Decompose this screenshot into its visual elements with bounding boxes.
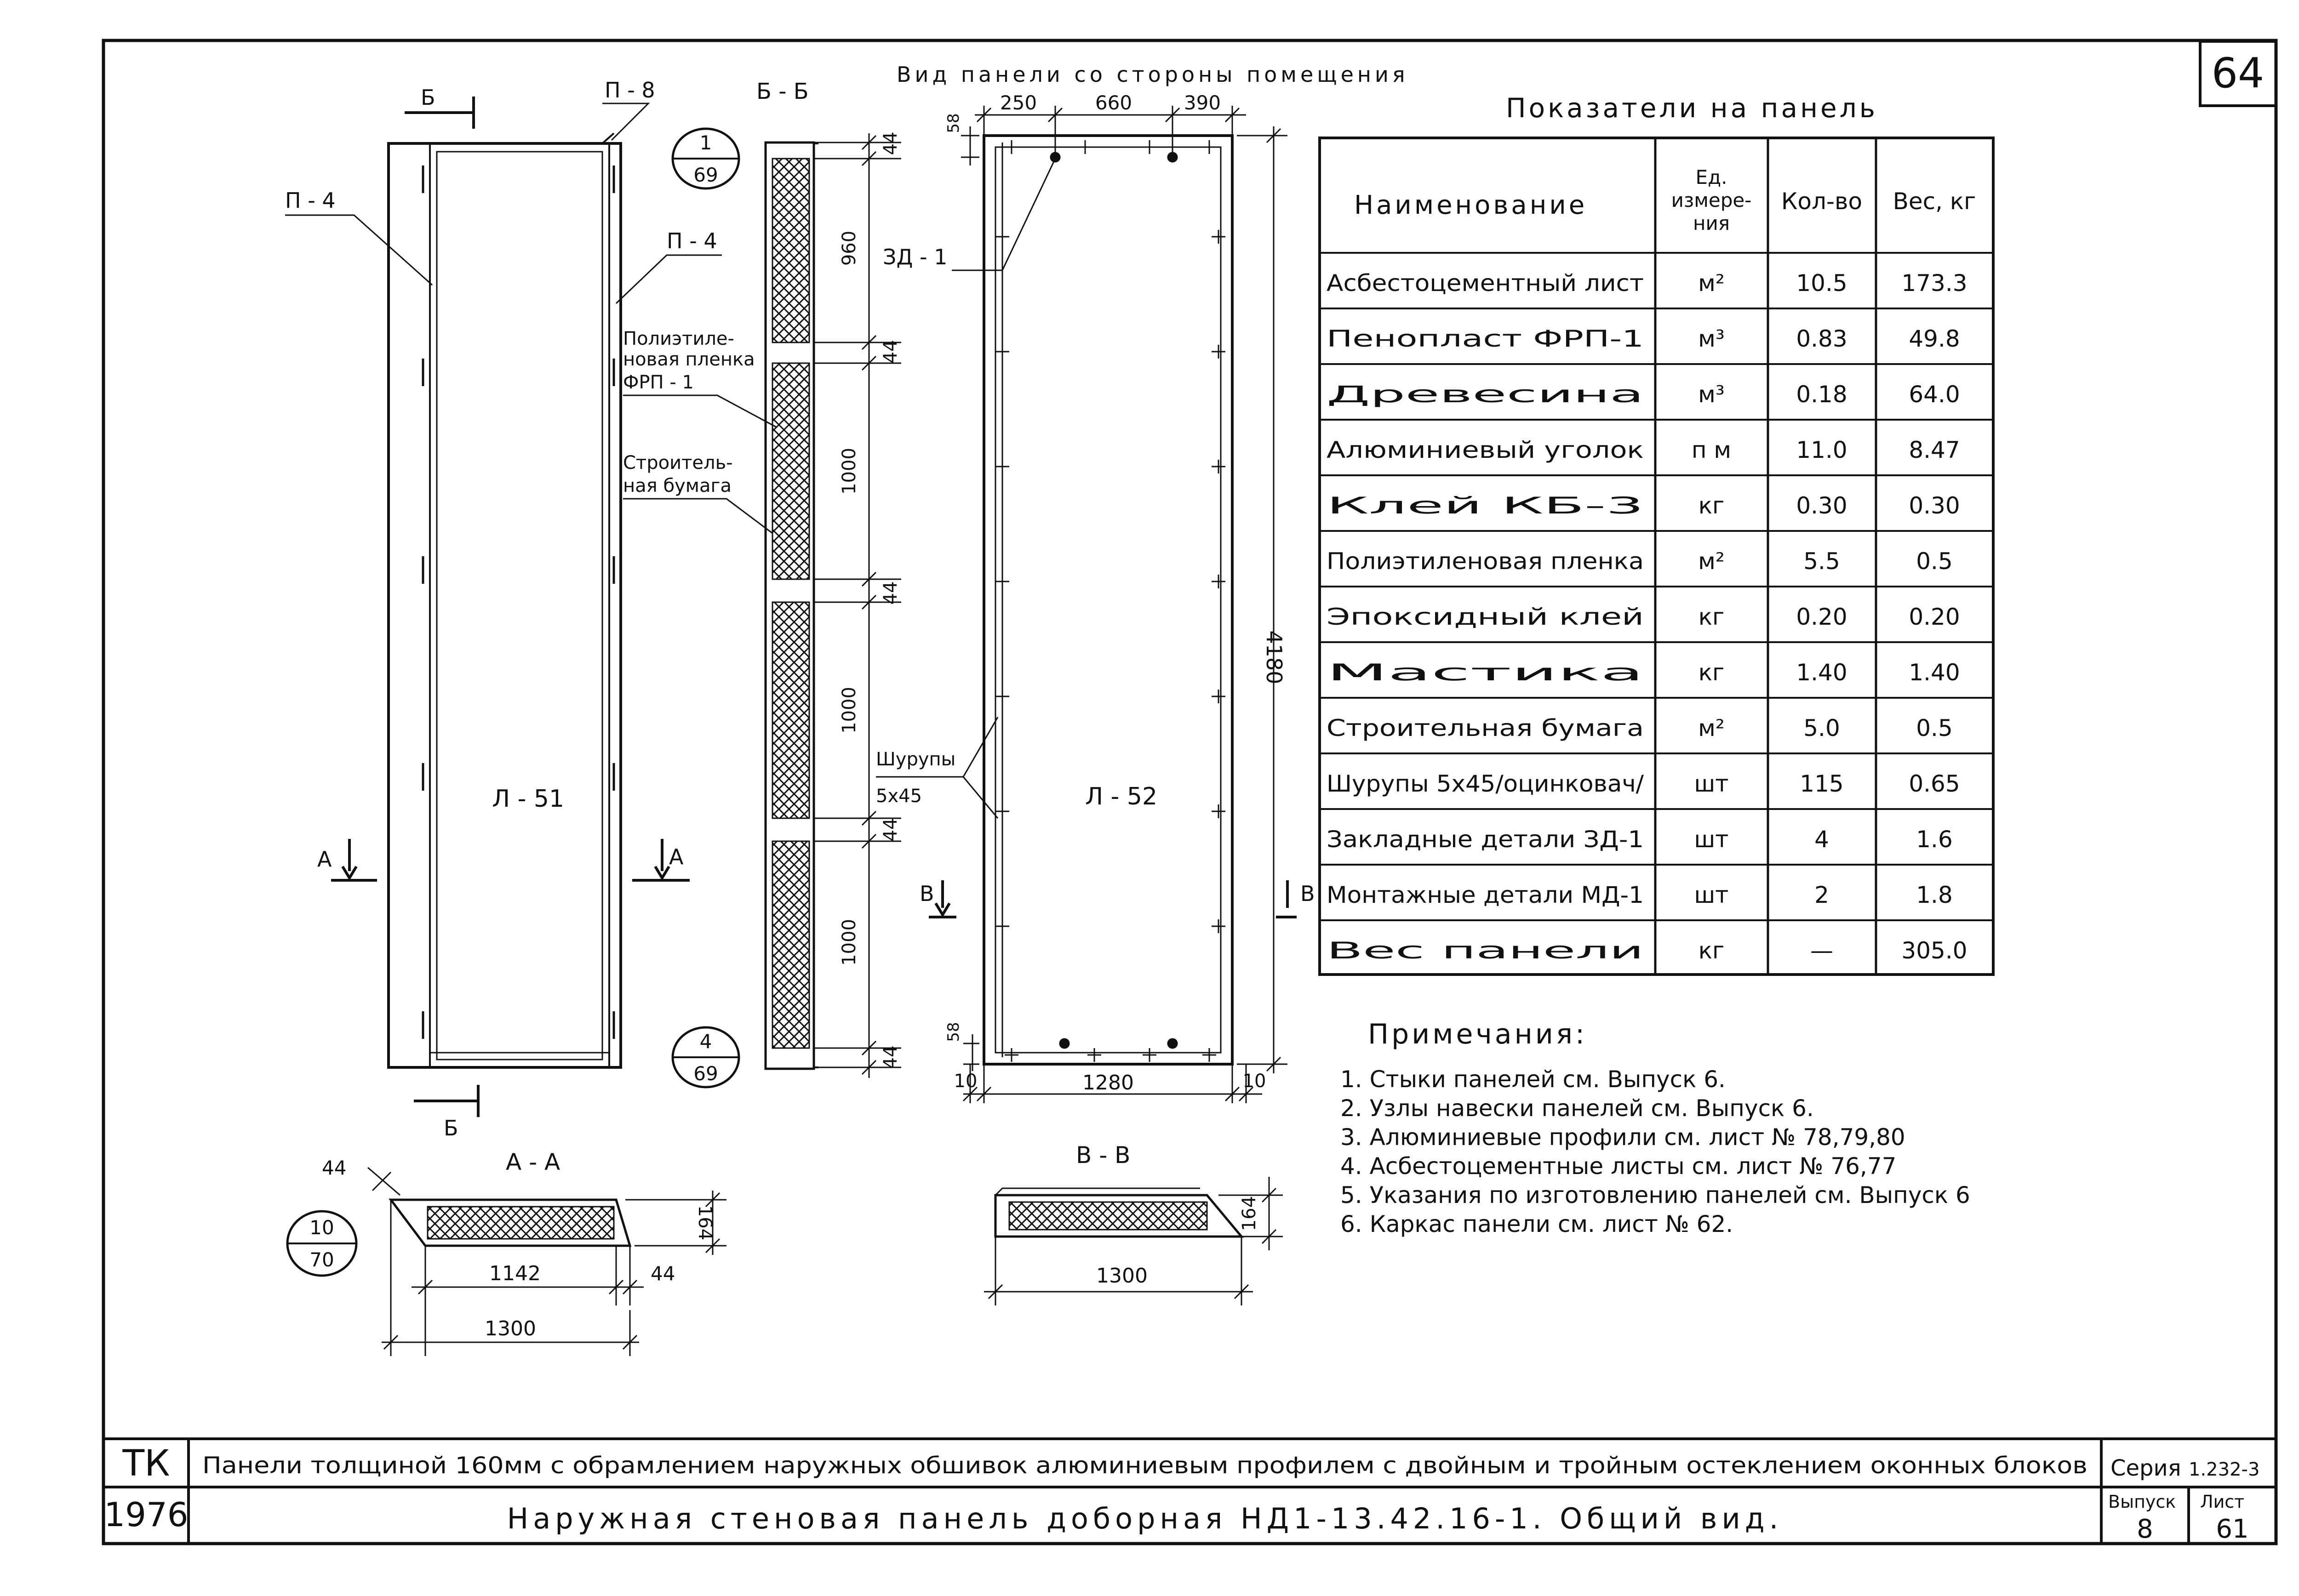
table-cell-weight: 0.5 [1916,548,1953,575]
dim-vv-1300: 1300 [1096,1264,1148,1288]
cut-mark-a-left-label: А [317,847,332,872]
cut-mark-a-right-label: А [669,844,684,869]
title-block-tk: ТК [122,1443,170,1484]
svg-text:Полиэтиле-: Полиэтиле- [623,328,734,349]
table-title: Показатели на панель [1506,92,1878,124]
table-cell-unit: кг [1698,659,1725,686]
svg-text:69: 69 [693,1062,718,1085]
materials-table [1320,138,1993,975]
table-cell-weight: 1.40 [1909,659,1960,686]
svg-text:новая пленка: новая пленка [623,349,755,370]
dim-bottom-1280: 1280 [1082,1071,1134,1094]
table-cell-name: Монтажные детали МД-1 [1327,882,1644,908]
table-cell-unit: шт [1694,882,1729,908]
table-row [1327,659,1960,686]
table-cell-unit: м² [1698,715,1725,741]
dim-aa-164: 164 [694,1205,715,1241]
cut-mark-b-top [405,97,474,129]
svg-text:44: 44 [880,581,901,605]
dim-aa-44-top: 44 [322,1157,347,1179]
dim-bottom-10-left: 10 [954,1071,978,1092]
svg-text:ФРП - 1: ФРП - 1 [623,372,694,393]
cut-mark-b-bottom [414,1085,478,1117]
section-bb [766,142,818,1069]
svg-text:ная бумага: ная бумага [623,475,732,496]
table-row [1327,548,1953,575]
label-p4-right: П - 4 [667,228,717,253]
label-l51: Л - 51 [492,785,565,813]
section-vv [995,1188,1241,1237]
table-cell-qty: 0.83 [1796,325,1847,352]
sheet-number: 64 [2211,49,2265,97]
table-cell-weight: 49.8 [1909,325,1960,352]
table-cell-name: Закладные детали ЗД-1 [1327,826,1644,853]
table-cell-weight: 64.0 [1909,381,1960,408]
table-row [1327,604,1960,630]
table-cell-qty: 5.0 [1803,715,1840,741]
note-item: 3. Алюминиевые профили см. лист № 78,79,80 [1340,1124,1905,1151]
svg-text:44: 44 [880,131,901,155]
table-row [1327,492,1960,519]
table-cell-qty: 0.18 [1796,381,1847,408]
table-cell-qty: 1.40 [1796,659,1847,686]
table-cell-unit: кг [1698,937,1725,964]
title-block-sheet-value: 61 [2216,1514,2249,1544]
table-cell-unit: шт [1694,770,1729,797]
title-block-line2: Наружная стеновая панель доборная НД1-13.42.16-1. Общий вид. [507,1502,1783,1535]
note-item: 5. Указания по изготовлению панелей см. Выпуск 6 [1340,1182,1970,1208]
table-cell-qty: 115 [1800,770,1844,797]
cut-mark-v-right-label: В [1300,881,1315,906]
title-block-line1: Панели толщиной 160мм с обрамлением наружных обшивок алюминиевым профилем с двойным и тройным остеклением оконных блоков [202,1452,2087,1479]
svg-text:1: 1 [699,131,712,154]
table-cell-name: Строительная бумага [1327,715,1644,741]
dim-vv-164: 164 [1239,1196,1260,1231]
table-cell-weight: 1.6 [1916,826,1953,853]
table-row [1327,270,1967,296]
dim-height-4180: 4180 [1262,630,1287,684]
cut-mark-v-right [1276,880,1297,917]
table-row [1327,381,1960,408]
table-header-unit-line2: измере- [1671,189,1752,211]
height-dimension [1237,126,1287,1073]
table-row [1327,437,1960,463]
notes-title: Примечания: [1368,1018,1588,1050]
callout-1-69 [673,129,739,188]
dim-top-58: 58 [944,113,963,133]
table-cell-unit: м² [1698,270,1725,296]
table-cell-unit: шт [1694,826,1729,853]
table-cell-name: Эпоксидный клей [1327,604,1644,630]
table-row [1327,826,1953,853]
table-cell-name: Древесина [1327,381,1644,408]
section-vv-title: В - В [1076,1142,1131,1168]
table-cell-weight: 173.3 [1901,270,1967,296]
table-cell-weight: 0.5 [1916,715,1953,741]
cut-mark-a-left [331,839,377,880]
dim-top-250: 250 [1000,91,1037,114]
table-cell-unit: кг [1698,492,1725,519]
note-item: 6. Каркас панели см. лист № 62. [1340,1211,1733,1237]
label-zd1: ЗД - 1 [883,245,948,269]
table-cell-qty: 11.0 [1796,437,1847,463]
title-block-sheet-label: Лист [2200,1492,2245,1512]
dim-aa-1300: 1300 [485,1317,536,1340]
section-aa-title: А - А [506,1149,560,1175]
svg-text:44: 44 [880,818,901,842]
svg-text:4: 4 [699,1030,712,1053]
table-cell-unit: кг [1698,604,1725,630]
panel-l52-elevation [984,136,1232,1064]
table-cell-qty: 0.20 [1796,604,1847,630]
callout-10-70 [287,1211,356,1276]
screws-label-line2: 5х45 [876,786,922,807]
callout-4-69 [673,1027,739,1087]
table-cell-unit: м² [1698,548,1725,575]
section-aa [391,1200,630,1246]
table-cell-qty: — [1810,937,1833,964]
table-cell-name: Шурупы 5х45/оцинковач/ [1327,770,1644,797]
svg-text:10: 10 [309,1216,334,1239]
leader-p8 [602,103,648,140]
table-header-name: Наименование [1354,190,1588,220]
note-item: 2. Узлы навески панелей см. Выпуск 6. [1340,1095,1814,1122]
table-cell-name: Полиэтиленовая пленка [1327,548,1644,575]
table-cell-qty: 0.30 [1796,492,1847,519]
svg-text:70: 70 [309,1248,334,1271]
title-block-series-value: 1.232-3 [2189,1459,2260,1480]
view-title: Вид панели со стороны помещения [897,62,1409,87]
screws-label-line1: Шурупы [876,749,956,770]
note-item: 1. Стыки панелей см. Выпуск 6. [1340,1066,1726,1093]
table-cell-name: Пенопласт ФРП-1 [1327,325,1644,352]
table-cell-qty: 2 [1814,882,1829,908]
table-cell-name: Алюминиевый уголок [1327,437,1644,463]
layer-labels [623,328,777,533]
notes-list [1340,1066,1970,1237]
dim-bottom-58: 58 [944,1022,963,1042]
label-l52: Л - 52 [1085,783,1158,810]
table-cell-unit: м³ [1698,325,1725,352]
note-item: 4. Асбестоцементные листы см. лист № 76,77 [1340,1153,1897,1180]
table-cell-name: Вес панели [1327,937,1644,964]
table-header-unit-line1: Ед. [1695,166,1727,188]
table-cell-weight: 1.8 [1916,882,1953,908]
cut-mark-b-top-label: Б [421,85,435,110]
dim-top-660: 660 [1095,91,1132,114]
table-cell-weight: 0.65 [1909,770,1960,797]
svg-text:44: 44 [880,340,901,364]
svg-text:44: 44 [880,1045,901,1069]
table-cell-unit: м³ [1698,381,1725,408]
svg-text:1000: 1000 [839,448,860,495]
dim-bottom-10-right: 10 [1242,1071,1266,1092]
table-cell-qty: 4 [1814,826,1829,853]
table-row [1327,325,1960,352]
table-cell-name: Асбестоцементный лист [1327,270,1644,296]
label-p8: П - 8 [605,78,655,103]
svg-text:69: 69 [693,164,718,186]
table-header-unit-line3: ния [1693,212,1730,234]
svg-text:1000: 1000 [839,687,860,734]
table-row [1327,882,1953,908]
label-p4-left: П - 4 [285,188,336,213]
cut-mark-v-left-label: В [920,881,934,906]
table-cell-weight: 0.30 [1909,492,1960,519]
dim-aa-44: 44 [651,1262,675,1285]
table-cell-name: Клей КБ-3 [1327,492,1644,519]
table-header-qty: Кол-во [1781,188,1863,215]
section-aa-dimensions [368,1168,726,1356]
title-block-series-label: Серия [2110,1455,2181,1481]
section-bb-title: Б - Б [756,79,809,104]
svg-text:960: 960 [839,230,860,266]
svg-text:1000: 1000 [839,919,860,966]
table-cell-weight: 0.20 [1909,604,1960,630]
table-cell-weight: 305.0 [1901,937,1967,964]
table-header-weight: Вес, кг [1893,188,1976,215]
sheet-number-box [2200,41,2276,106]
table-row [1327,937,1967,964]
svg-text:Строитель-: Строитель- [623,452,733,473]
leader-p4-right [616,255,722,303]
title-block-issue-label: Выпуск [2108,1492,2176,1512]
panel-l51-elevation [389,133,621,1067]
table-cell-qty: 10.5 [1796,270,1847,296]
table-row [1327,715,1953,741]
table-cell-weight: 8.47 [1909,437,1960,463]
screw-marks [995,140,1225,1062]
dim-top-390: 390 [1184,91,1221,114]
dim-aa-1142: 1142 [489,1262,541,1285]
table-cell-name: Мастика [1327,659,1644,686]
leader-zd1 [952,159,1055,270]
title-block-issue-value: 8 [2137,1514,2153,1544]
title-block-year: 1976 [104,1495,189,1534]
table-row [1327,770,1960,797]
leader-p4-left [285,215,432,285]
cut-mark-b-bottom-label: Б [444,1116,458,1140]
table-cell-qty: 5.5 [1803,548,1840,575]
table-cell-unit: п м [1691,437,1732,463]
